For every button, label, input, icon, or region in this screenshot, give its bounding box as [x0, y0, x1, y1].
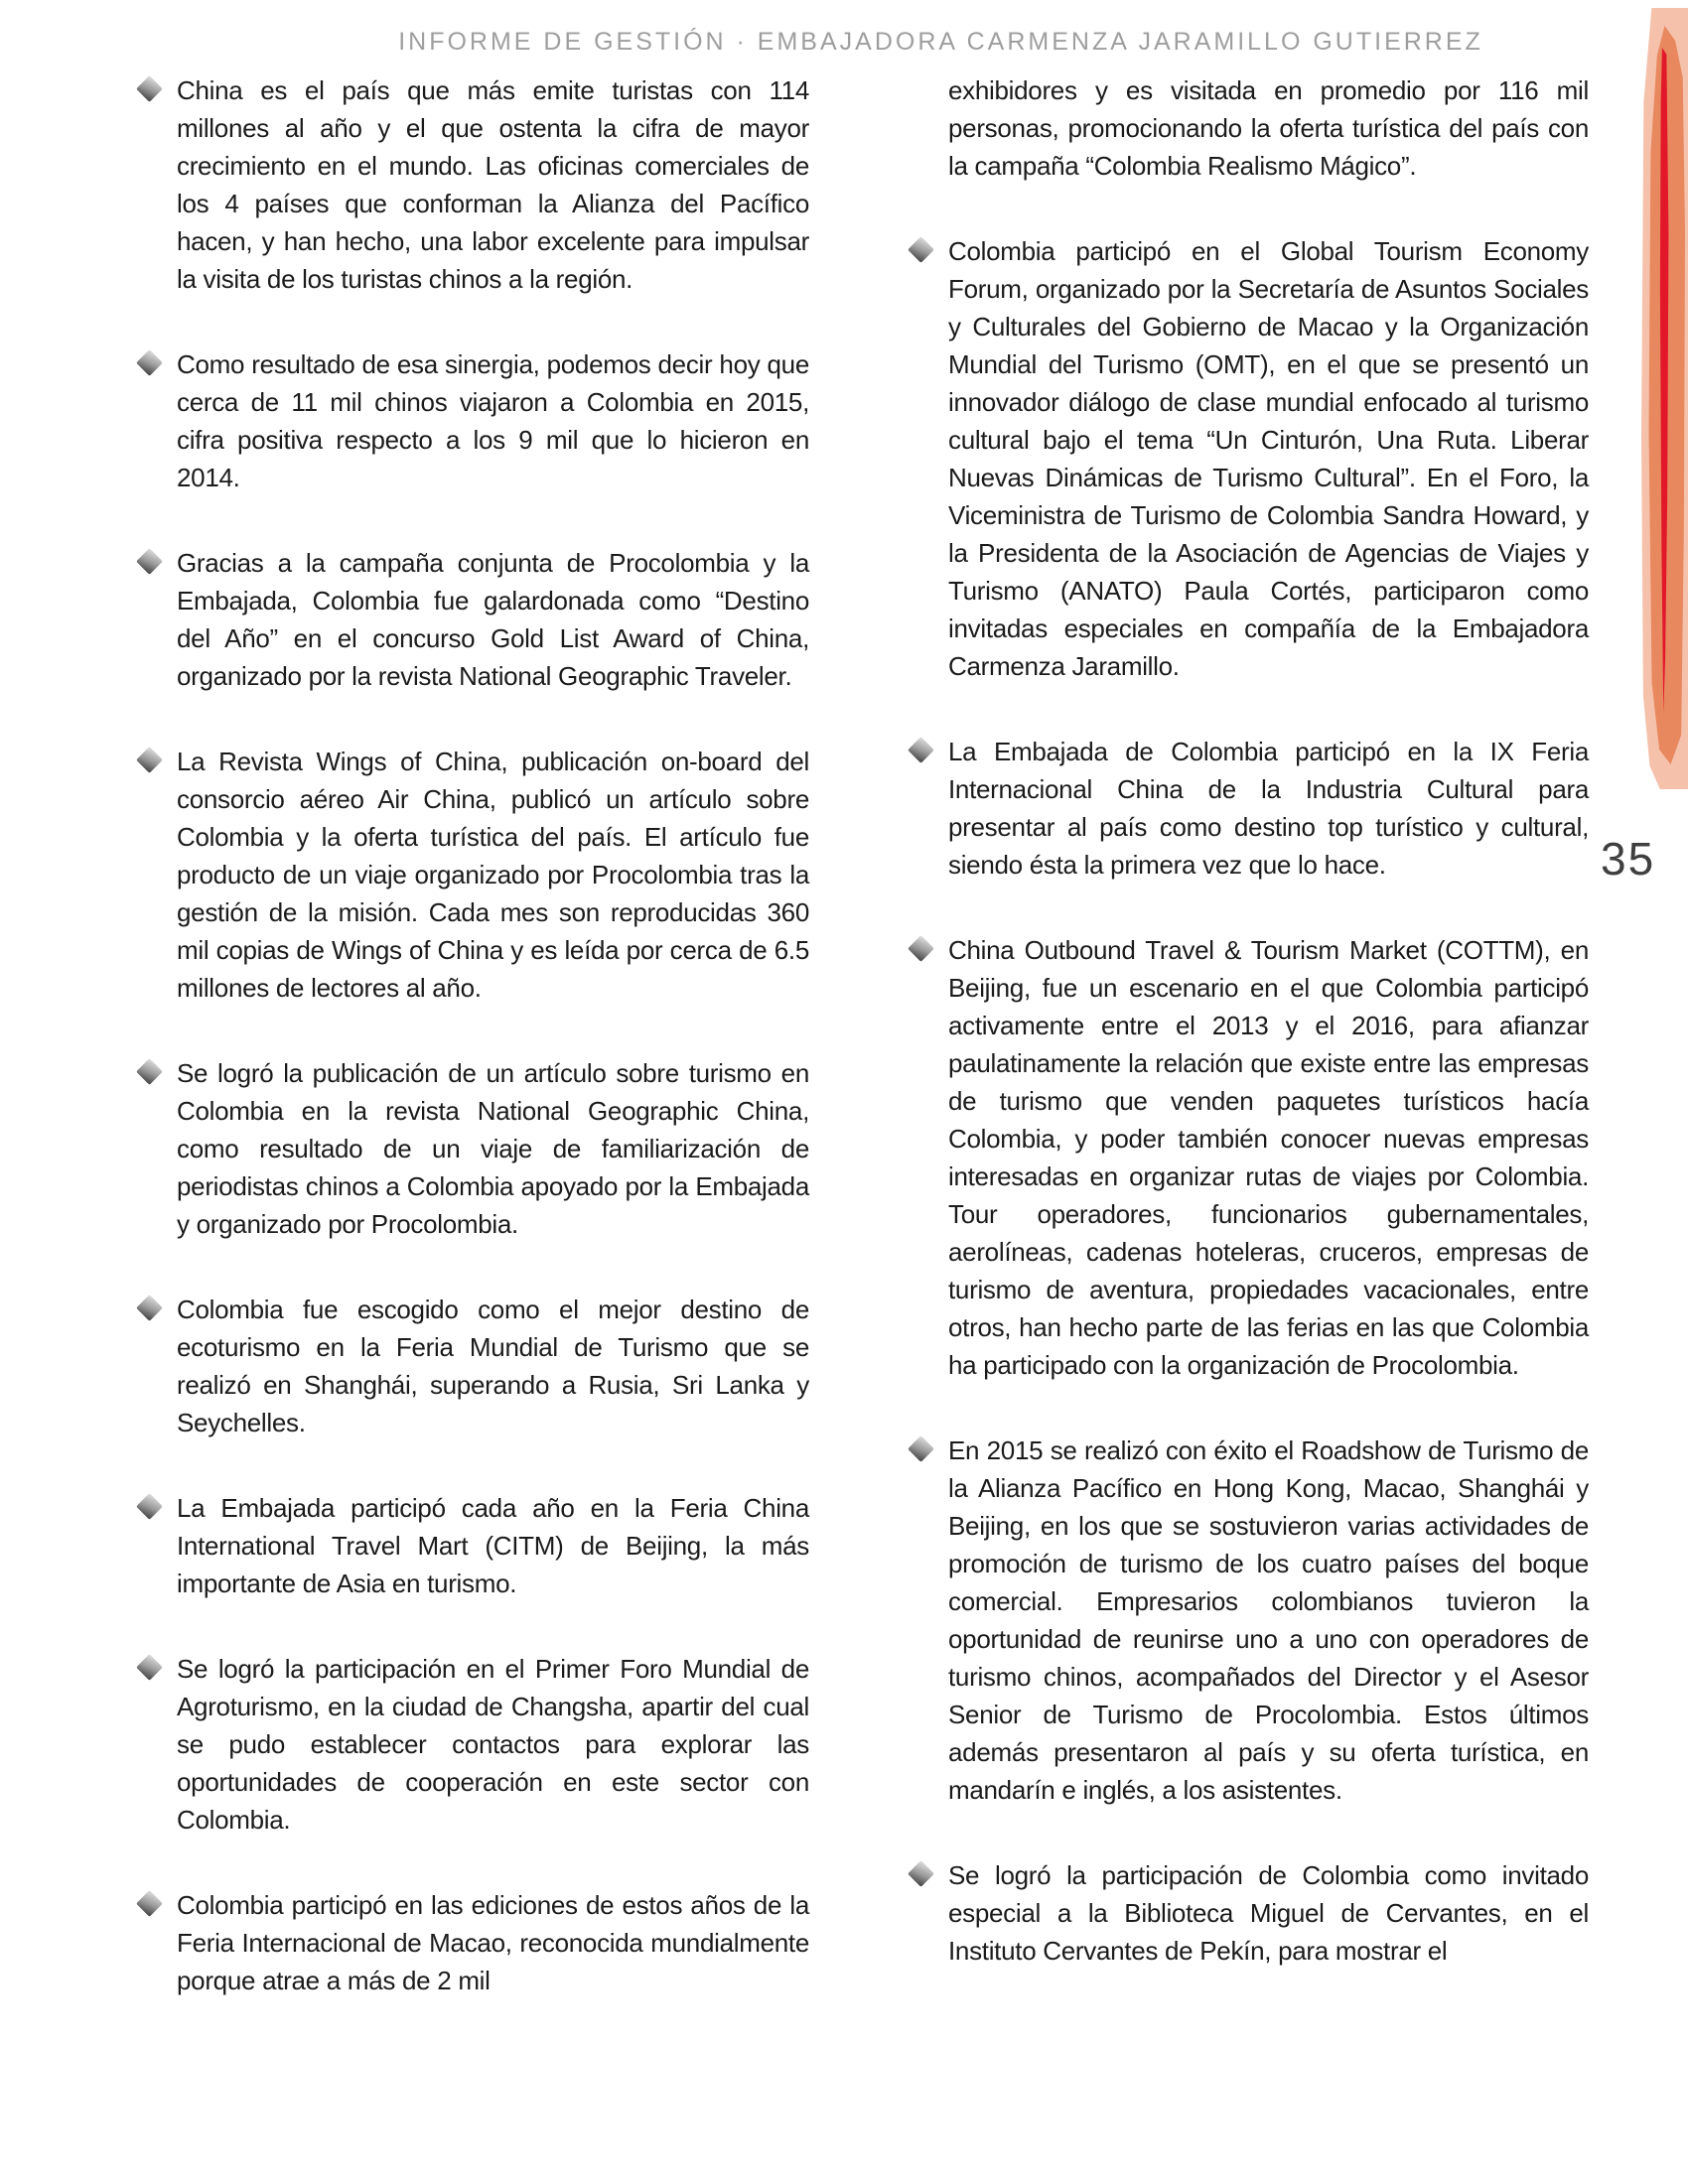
diamond-bullet-icon	[908, 1435, 934, 1462]
bullet-paragraph	[911, 232, 1589, 685]
paragraph-text: China es el país que más emite turistas con 114 millones al año y el que ostenta la cifra de mayor crecimiento en el mundo. Las oficinas comerciales de los 4 países que conforman la Alianza del Pacífico hacen, y han hecho, una labor excelente para impulsar la visita de los turistas chinos a la región.	[177, 75, 809, 294]
bullet-paragraph	[911, 1856, 1589, 1970]
right-column	[911, 71, 1589, 2017]
paragraph-text: Gracias a la campaña conjunta de Procolombia y la Embajada, Colombia fue galardonada como “Destino del Año” en el concurso Gold List Award of China, organizado por la revista National Geographic Traveler.	[177, 548, 809, 691]
bullet-paragraph	[911, 1432, 1589, 1809]
bullet-paragraph	[139, 743, 809, 1007]
page-number: 35	[1601, 833, 1656, 885]
diamond-bullet-icon	[136, 1058, 163, 1085]
diamond-bullet-icon	[908, 935, 934, 962]
bullet-paragraph	[139, 1886, 809, 1999]
paragraph-text: En 2015 se realizó con éxito el Roadshow de Turismo de la Alianza Pacífico en Hong Kong, Macao, Shanghái y Beijing, en los que se sostuvieron varias actividades de promoción de turismo de los cuatro países del boque comercial. Empresarios colombianos tuvieron la oportunidad de reunirse uno a uno con operadores de turismo chinos, acompañados del Director y el Asesor Senior de Turismo de Procolombia. Estos últimos además presentaron al país y su oferta turística, en mandarín e inglés, a los asistentes.	[948, 1435, 1589, 1805]
diamond-bullet-icon	[136, 1654, 163, 1681]
diamond-bullet-icon	[136, 1890, 163, 1917]
paragraph-text: Se logró la publicación de un artículo sobre turismo en Colombia en la revista National Geographic China, como resultado de un viaje de familiarización de periodistas chinos a Colombia apoyado por la Embajada y organizado por Procolombia.	[177, 1058, 809, 1239]
paragraph-text: Como resultado de esa sinergia, podemos decir hoy que cerca de 11 mil chinos viajaron a Colombia en 2015, cifra positiva respecto a los 9 mil que lo hicieron en 2014.	[177, 349, 809, 492]
paragraph-text: Se logró la participación de Colombia como invitado especial a la Biblioteca Miguel de Cervantes, en el Instituto Cervantes de Pekín, para mostrar el	[948, 1860, 1589, 1966]
diamond-bullet-icon	[136, 75, 163, 102]
diamond-bullet-icon	[908, 737, 934, 763]
bullet-paragraph	[139, 1489, 809, 1602]
bullet-paragraph	[911, 931, 1589, 1384]
paragraph-text: China Outbound Travel & Tourism Market (COTTM), en Beijing, fue un escenario en el que Colombia participó activamente entre el 2013 y el 2016, para afianzar paulatinamente la relación que existe entre las empresas de turismo que venden paquetes turísticos hacía Colombia, y poder también conocer nuevas empresas interesadas en organizar rutas de viajes por Colombia. Tour operadores, funcionarios gubernamentales, aerolíneas, cadenas hoteleras, cruceros, empresas de turismo de aventura, propiedades vacacionales, entre otros, han hecho parte de las ferias en las que Colombia ha participado con la organización de Procolombia.	[948, 935, 1589, 1380]
paragraph-text: La Revista Wings of China, publicación on-board del consorcio aéreo Air China, publicó un artículo sobre Colombia y la oferta turística del país. El artículo fue producto de un viaje organizado por Procolombia tras la gestión de la misión. Cada mes son reproducidas 360 mil copias de Wings of China y es leída por cerca de 6.5 millones de lectores al año.	[177, 747, 809, 1003]
diamond-bullet-icon	[136, 349, 163, 376]
paragraph-text: Se logró la participación en el Primer Foro Mundial de Agroturismo, en la ciudad de Changsha, apartir del cual se pudo establecer contactos para explorar las oportunidades de cooperación en este sector con Colombia.	[177, 1654, 809, 1835]
paragraph-text: La Embajada de Colombia participó en la IX Feria Internacional China de la Industria Cultural para presentar al país como destino top turístico y cultural, siendo ésta la primera vez que lo hace.	[948, 737, 1589, 880]
bullet-paragraph	[139, 345, 809, 496]
bullet-paragraph	[139, 71, 809, 298]
diamond-bullet-icon	[136, 548, 163, 575]
paragraph-text: exhibidores y es visitada en promedio por 116 mil personas, promocionando la oferta turística del país con la campaña “Colombia Realismo Mágico”.	[948, 75, 1589, 181]
paragraph-text: Colombia participó en las ediciones de estos años de la Feria Internacional de Macao, reconocida mundialmente porque atrae a más de 2 mil	[177, 1890, 809, 1995]
diamond-bullet-icon	[908, 236, 934, 263]
diamond-bullet-icon	[136, 1493, 163, 1520]
bullet-paragraph	[911, 71, 1589, 185]
bullet-paragraph	[139, 1650, 809, 1839]
bullet-paragraph	[139, 544, 809, 695]
paragraph-text: La Embajada participó cada año en la Feria China International Travel Mart (CITM) de Beijing, la más importante de Asia en turismo.	[177, 1493, 809, 1598]
paragraph-text: Colombia participó en el Global Tourism Economy Forum, organizado por la Secretaría de Asuntos Sociales y Culturales del Gobierno de Macao y la Organización Mundial del Turismo (OMT), en el que se presentó un innovador diálogo de clase mundial enfocado al turismo cultural bajo el tema “Un Cinturón, Una Ruta. Liberar Nuevas Dinámicas de Turismo Cultural”. En el Foro, la Viceministra de Turismo de Colombia Sandra Howard, y la Presidenta de la Asociación de Agencias de Viajes y Turismo (ANATO) Paula Cortés, participaron como invitadas especiales en compañía de la Embajadora Carmenza Jaramillo.	[948, 236, 1589, 681]
diamond-bullet-icon	[136, 747, 163, 773]
page-header-title: INFORME DE GESTIÓN · EMBAJADORA CARMENZA JARAMILLO GUTIERREZ	[398, 28, 1483, 56]
left-column	[139, 71, 809, 2047]
diamond-bullet-icon	[908, 1860, 934, 1887]
paragraph-text: Colombia fue escogido como el mejor destino de ecoturismo en la Feria Mundial de Turismo que se realizó en Shanghái, superando a Rusia, Sri Lanka y Seychelles.	[177, 1295, 809, 1437]
bullet-paragraph	[911, 733, 1589, 884]
diamond-bullet-icon	[136, 1295, 163, 1321]
bullet-paragraph	[139, 1054, 809, 1243]
bullet-paragraph	[139, 1291, 809, 1441]
